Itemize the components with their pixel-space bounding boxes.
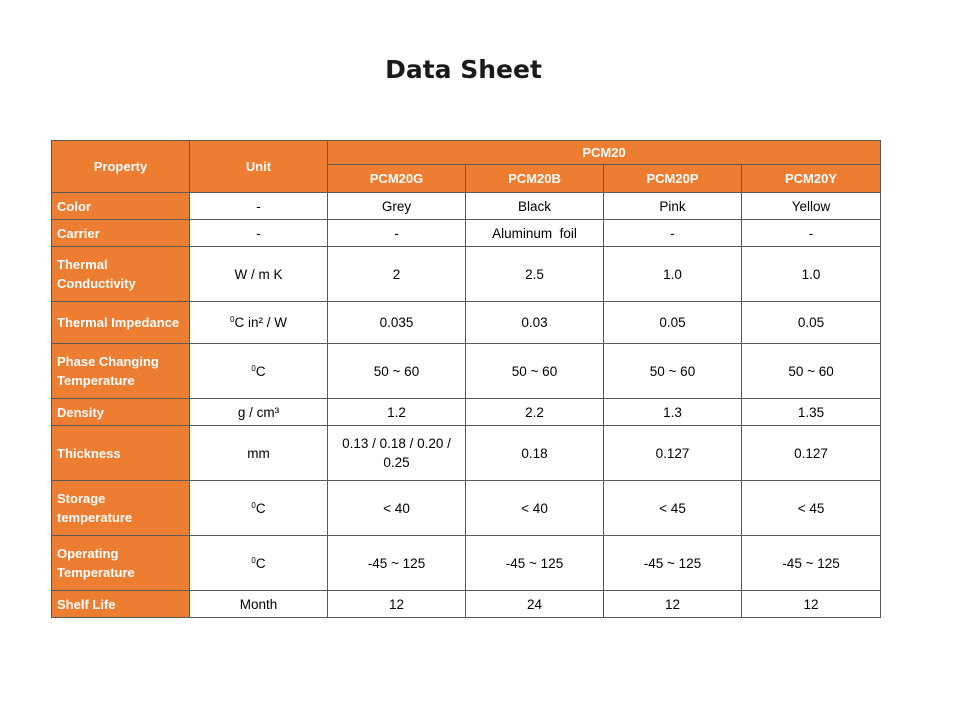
value-cell: 24 [466, 591, 604, 618]
unit-superscript: 0 [251, 555, 256, 565]
table-row [52, 399, 881, 426]
value-cell: 12 [604, 591, 742, 618]
unit-cell: - [190, 220, 328, 247]
header-model: PCM20Y [742, 165, 881, 193]
value-cell: 1.35 [742, 399, 881, 426]
unit-cell: Month [190, 591, 328, 618]
unit-cell [190, 481, 328, 536]
value-cell: - [604, 220, 742, 247]
unit-cell [190, 536, 328, 591]
value-cell: 50 ~ 60 [742, 344, 881, 399]
property-cell: Thermal Impedance [52, 302, 190, 344]
value-cell: < 40 [466, 481, 604, 536]
property-cell: Thermal Conductivity [52, 247, 190, 302]
value-cell: 2.5 [466, 247, 604, 302]
property-cell: Density [52, 399, 190, 426]
unit-cell: mm [190, 426, 328, 481]
value-cell: 50 ~ 60 [328, 344, 466, 399]
value-cell: -45 ~ 125 [466, 536, 604, 591]
unit-superscript: 0 [251, 363, 256, 373]
value-cell: 0.127 [604, 426, 742, 481]
value-cell: Grey [328, 193, 466, 220]
property-cell: Operating Temperature [52, 536, 190, 591]
table-row [52, 536, 881, 591]
unit-text: C in² / W [234, 315, 287, 330]
property-cell: Storage temperature [52, 481, 190, 536]
value-cell: Yellow [742, 193, 881, 220]
value-cell: 12 [328, 591, 466, 618]
header-model: PCM20P [604, 165, 742, 193]
value-cell: < 45 [604, 481, 742, 536]
page-title: Data Sheet [385, 55, 542, 84]
table-row [52, 247, 881, 302]
table-row [52, 220, 881, 247]
unit-text: C [255, 500, 266, 516]
value-cell: 1.0 [604, 247, 742, 302]
value-cell: Pink [604, 193, 742, 220]
value-cell: -45 ~ 125 [604, 536, 742, 591]
value-cell: 12 [742, 591, 881, 618]
value-cell: 50 ~ 60 [604, 344, 742, 399]
table-row [52, 344, 881, 399]
unit-superscript: 0 [251, 500, 256, 510]
header-model: PCM20G [328, 165, 466, 193]
value-cell: 0.05 [742, 302, 881, 344]
unit-superscript: 0 [230, 315, 235, 324]
value-cell: 0.035 [328, 302, 466, 344]
property-cell: Thickness [52, 426, 190, 481]
value-cell: Black [466, 193, 604, 220]
value-cell: 1.2 [328, 399, 466, 426]
header-product-group: PCM20 [328, 141, 881, 165]
value-cell: 0.05 [604, 302, 742, 344]
value-cell: 0.18 [466, 426, 604, 481]
unit-cell [190, 344, 328, 399]
value-cell: < 45 [742, 481, 881, 536]
table-row [52, 302, 881, 344]
table-row [52, 591, 881, 618]
header-model: PCM20B [466, 165, 604, 193]
value-cell: 1.0 [742, 247, 881, 302]
value-cell: - [742, 220, 881, 247]
table-row [52, 481, 881, 536]
header-property: Property [52, 141, 190, 193]
table-row [52, 193, 881, 220]
value-cell: 1.3 [604, 399, 742, 426]
header-unit: Unit [190, 141, 328, 193]
unit-cell: g / cm³ [190, 399, 328, 426]
unit-cell [190, 302, 328, 344]
property-cell: Color [52, 193, 190, 220]
value-cell: 2 [328, 247, 466, 302]
value-cell: < 40 [328, 481, 466, 536]
header-row-group [52, 141, 881, 165]
value-cell: 0.127 [742, 426, 881, 481]
value-cell: -45 ~ 125 [328, 536, 466, 591]
value-cell: 0.13 / 0.18 / 0.20 / 0.25 [328, 426, 466, 481]
value-cell: Aluminum foil [466, 220, 604, 247]
value-cell: 2.2 [466, 399, 604, 426]
value-cell: -45 ~ 125 [742, 536, 881, 591]
unit-cell: - [190, 193, 328, 220]
value-cell: - [328, 220, 466, 247]
unit-cell: W / m K [190, 247, 328, 302]
value-cell: 0.03 [466, 302, 604, 344]
unit-text: C [255, 555, 266, 571]
property-cell: Carrier [52, 220, 190, 247]
table-row [52, 426, 881, 481]
property-cell: Phase Changing Temperature [52, 344, 190, 399]
unit-text: C [255, 363, 266, 379]
value-cell: 50 ~ 60 [466, 344, 604, 399]
property-cell: Shelf Life [52, 591, 190, 618]
data-sheet-table [51, 140, 881, 618]
